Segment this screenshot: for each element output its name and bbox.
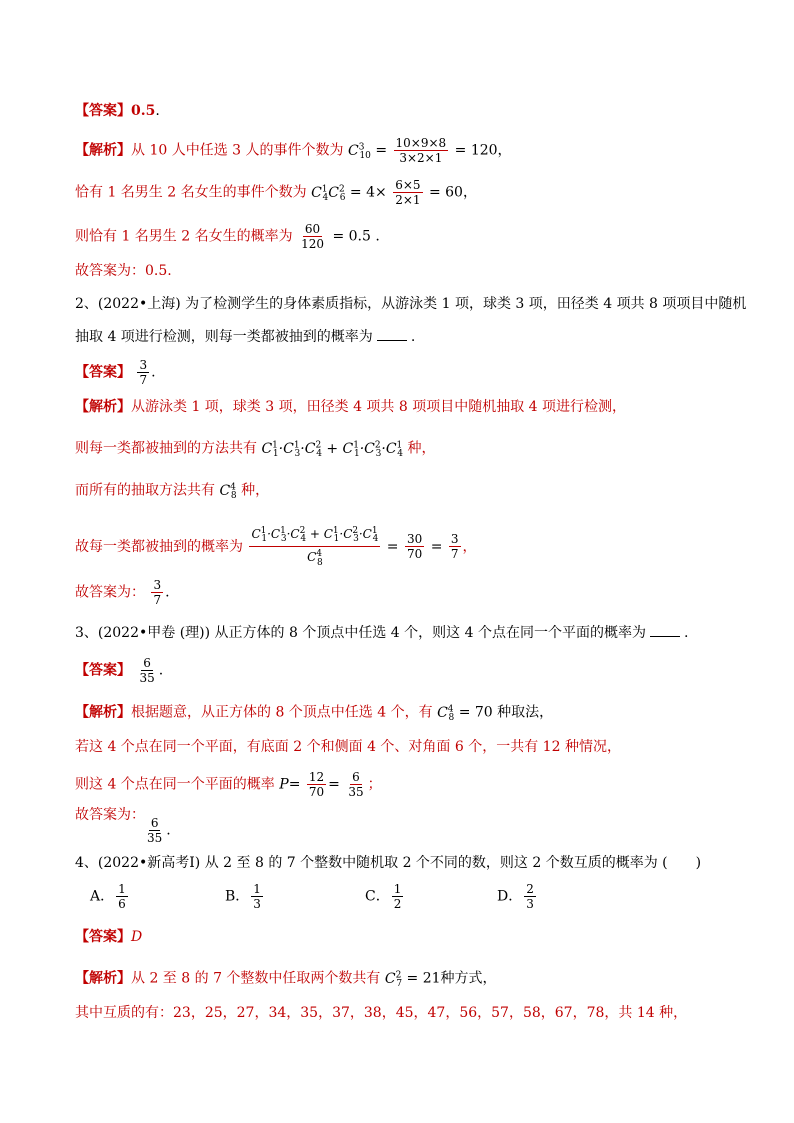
q3-question: 3、(2022•甲卷 (理)) 从正方体的 8 个顶点中任选 4 个，则这 4 个点在同一个平面的概率为 .: [75, 622, 688, 642]
q2-question-line1: 2、(2022•上海) 为了检测学生的身体素质指标，从游泳类 1 项，球类 3 项，田径类 4 项共 8 项项目中随机: [75, 296, 747, 312]
q2-answer-line: 【答案】 $\frac{3}{7}$ .: [75, 358, 156, 387]
q3-final-frac: $\frac{6}{35}$ .: [147, 816, 171, 845]
q3-final: 故答案为：: [75, 807, 145, 823]
q1-frac-1: $\frac{10\times 9\times 8}{3\times 2\times 1}$: [395, 136, 447, 165]
analysis-tag: 【解析】: [75, 142, 131, 159]
q2-final: 故答案为： $\frac{3}{7}$ .: [75, 578, 170, 607]
q3-answer-frac: $\frac{6}{35}$: [139, 656, 155, 685]
q4-option-d[interactable]: D． $\frac{2}{3}$: [497, 882, 534, 911]
q4-question: 4、(2022•新高考Ⅰ) 从 2 至 8 的 7 个整数中随机取 2 个不同的数，则这 2 个数互质的概率为 ( ): [75, 855, 702, 871]
q2-analysis-line4: 故每一类都被抽到的概率为 $\frac{C^1_1\cdot C^1_3\cdot C^2_4 + C^1_1\cdot C^2_3\cdot C^1_4}{C^4_8}$ = $\frac{30}{70}$ = $\frac{3}{7}$ ，: [75, 526, 477, 568]
answer-tag: 【答案】: [75, 103, 131, 119]
q1-analysis-line3: 则恰有 1 名男生 2 名女生的概率为 $\frac{60}{120}$ = 0.5 .: [75, 222, 380, 251]
q1-frac-2: $\frac{6\times 5}{2\times 1}$: [395, 178, 421, 207]
q1-analysis-line1: 【解析】从 10 人中任选 3 人的事件个数为 $C^3_{10}$ = $\frac{10\times 9\times 8}{3\times 2\times 1}$ = 120，: [75, 136, 512, 165]
q2-prob-frac: $\frac{C^1_1\cdot C^1_3\cdot C^2_4 + C^1_1\cdot C^2_3\cdot C^1_4}{C^4_8}$: [251, 526, 379, 568]
q4-option-c[interactable]: C． $\frac{1}{2}$: [365, 882, 402, 911]
q1-answer-value: 0.5: [131, 103, 156, 119]
q1-analysis-line2: 恰有 1 名男生 2 名女生的事件个数为 $C^1_4C^2_6 = 4\times$ $\frac{6\times 5}{2\times 1}$ = 60，: [75, 178, 477, 207]
q3-analysis-line2: 若这 4 个点在同一个平面，有底面 2 个和侧面 4 个、对角面 6 个，一共有 12 种情况，: [75, 739, 621, 755]
q2-question-line2: 抽取 4 项进行检测，则每一类都被抽到的概率为 .: [75, 326, 415, 346]
q2-analysis-line2: 则每一类都被抽到的方法共有 $C^1_1\cdot C^1_3\cdot C^2_4 + C^1_1\cdot C^2_3\cdot C^1_4$ 种，: [75, 440, 436, 460]
q3-analysis-line3: 则这 4 个点在同一个平面的概率 P= $\frac{12}{70}$ = $\frac{6}{35}$ ；: [75, 770, 382, 799]
q4-option-a[interactable]: A． $\frac{1}{6}$: [90, 882, 126, 911]
q2-answer-frac: $\frac{3}{7}$: [139, 358, 148, 387]
q2-analysis-line3: 而所有的抽取方法共有 $C^4_8$ 种，: [75, 482, 270, 502]
q4-analysis-line2: 其中互质的有：23，25，27，34，35，37，38，45，47，56，57，58，67，78，共 14 种，: [75, 1005, 688, 1021]
q4-option-b[interactable]: B． $\frac{1}{3}$: [225, 882, 261, 911]
answer-blank: [650, 622, 680, 637]
q4-answer-line: 【答案】D: [75, 929, 143, 945]
q1-frac-3: $\frac{60}{120}$: [301, 222, 324, 251]
q1-answer-line: 【答案】0.5.: [75, 103, 160, 119]
q4-analysis-line1: 【解析】从 2 至 8 的 7 个整数中任取两个数共有 $C^2_7 = 21$种方式，: [75, 970, 497, 990]
q3-analysis-line1: 【解析】根据题意，从正方体的 8 个顶点中任选 4 个，有 $C^4_8 = 70$ 种取法，: [75, 704, 554, 724]
q3-answer-line: 【答案】 $\frac{6}{35}$ .: [75, 656, 164, 685]
q1-final: 故答案为：0.5.: [75, 263, 172, 279]
q2-combination-expr: $C^1_1\cdot C^1_3\cdot C^2_4 + C^1_1\cdot C^2_3\cdot C^1_4$: [261, 440, 404, 460]
q4-answer-value: D: [131, 929, 143, 945]
q2-analysis-line1: 【解析】从游泳类 1 项，球类 3 项，田径类 4 项共 8 项项目中随机抽取 4 项进行检测，: [75, 399, 627, 415]
answer-blank: [377, 326, 407, 341]
